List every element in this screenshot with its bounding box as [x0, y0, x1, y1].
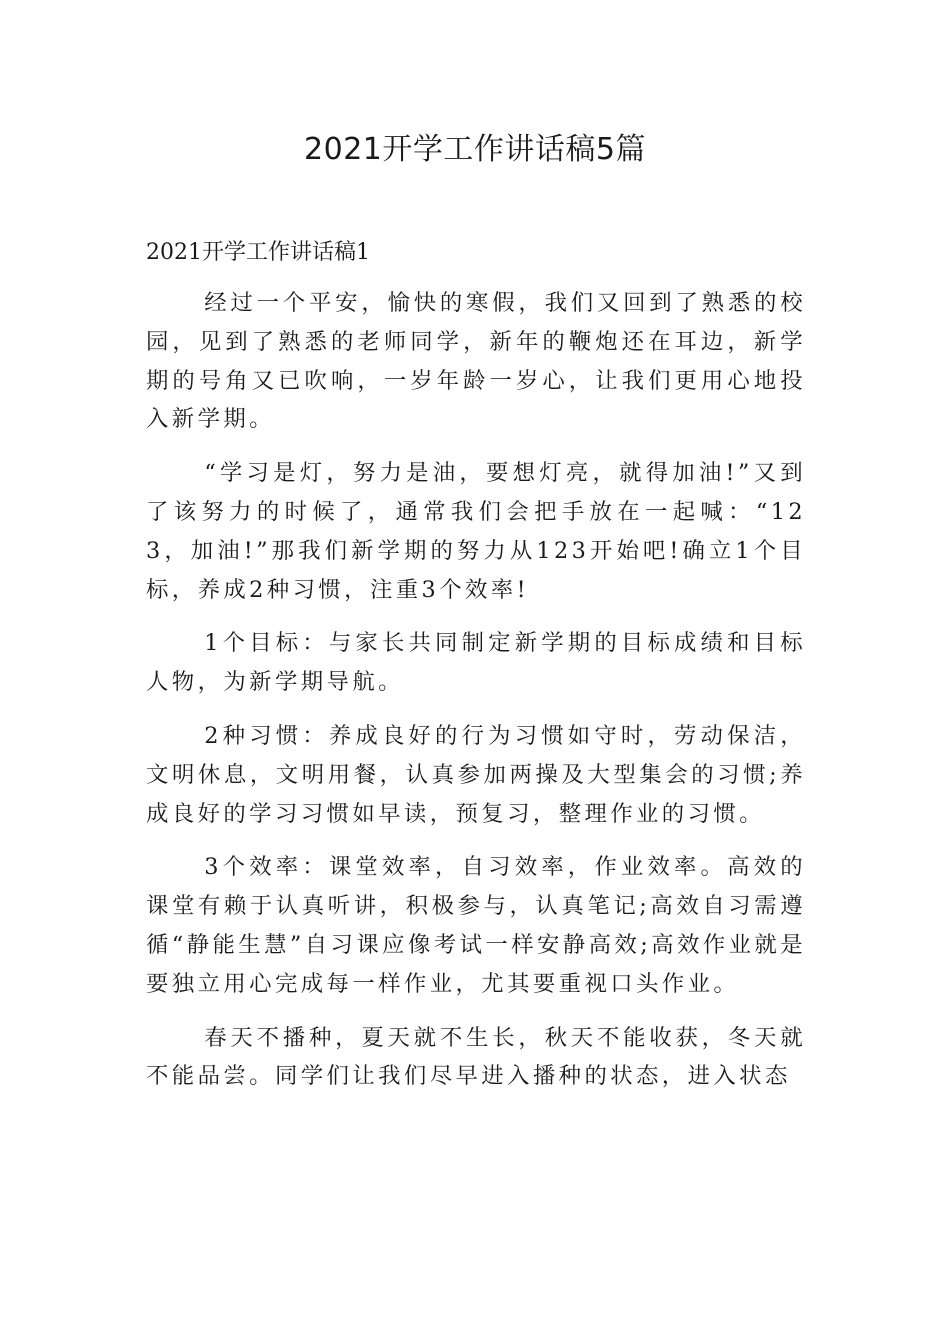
paragraph: 2种习惯：养成良好的行为习惯如守时，劳动保洁，文明休息，文明用餐，认真参加两操及大型集会的习惯;养成良好的学习习惯如早读，预复习，整理作业的习惯。 — [146, 722, 806, 827]
paragraph: 春天不播种，夏天就不生长，秋天不能收获，冬天就不能品尝。同学们让我们尽早进入播种的状态，进入状态 — [146, 1024, 806, 1090]
paragraph: 1个目标：与家长共同制定新学期的目标成绩和目标人物，为新学期导航。 — [146, 630, 806, 696]
paragraph: 3个效率：课堂效率，自习效率，作业效率。高效的课堂有赖于认真听讲，积极参与，认真笔记;高效自习需遵循“静能生慧”自习课应像考试一样安静高效;高效作业就是要独立用心完成每一样作业，尤其要重视口头作业。 — [146, 854, 806, 997]
paragraph: 经过一个平安，愉快的寒假，我们又回到了熟悉的校园，见到了熟悉的老师同学，新年的鞭炮还在耳边，新学期的号角又已吹响，一岁年龄一岁心，让我们更用心地投入新学期。 — [146, 290, 806, 433]
section-heading: 2021开学工作讲话稿1 — [146, 240, 370, 265]
paragraph: “学习是灯，努力是油，要想灯亮，就得加油!”又到了该努力的时候了，通常我们会把手放在一起喊：“123，加油!”那我们新学期的努力从123开始吧!确立1个目标，养成2种习惯，注重3个效率! — [146, 460, 806, 603]
document-title: 2021开学工作讲话稿5篇 — [304, 132, 646, 167]
document-body — [146, 284, 806, 1111]
